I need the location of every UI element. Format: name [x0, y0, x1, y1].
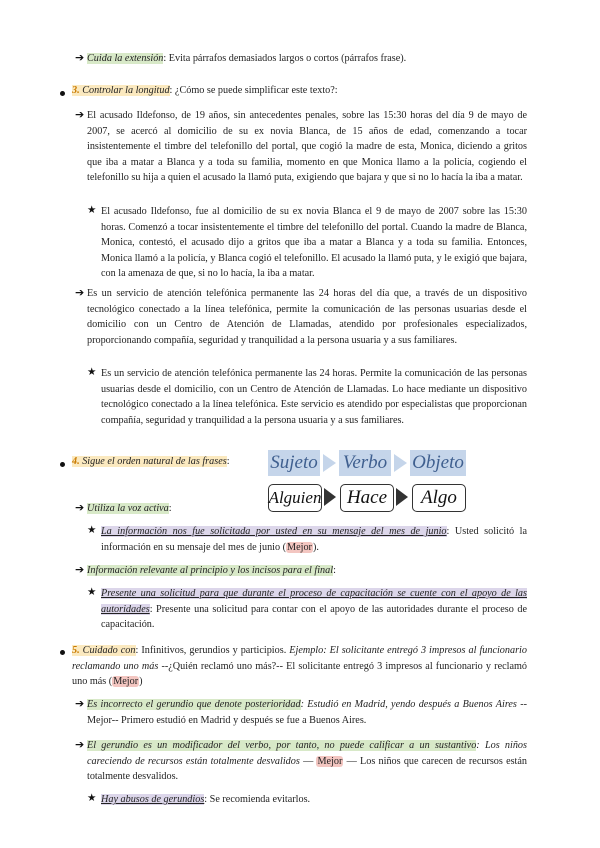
example-2-original: Es un servicio de atención telefónica permanente las 24 horas del día que, a través de un dispositivo tecnológico conectado a la línea telefónica, permite la comunicación de las personas usuarias desde el domicilio con un Centro de Atención de Llamadas, atendido por profesionales especializados, proporcionando compañía, seguridad y tranquilidad a la persona usuaria y a sus familiares.: [87, 288, 527, 346]
extension-line: [87, 51, 527, 67]
section-question: : ¿Cómo se puede simplificar este texto?:: [169, 85, 338, 96]
arrow-icon: ➔: [75, 286, 85, 299]
diagram-subject-box: Sujeto: [268, 450, 320, 476]
section-3-heading: [72, 83, 532, 99]
active-voice-bad: La información nos fue solicitada por usted en su mensaje del mes de junio: [101, 526, 447, 537]
section-title: Controlar la longitud: [82, 85, 170, 96]
diagram-someone-box: Alguien: [268, 484, 322, 512]
relevant-info-label: Información relevante al principio y los incisos para el final: [87, 565, 334, 576]
active-voice-label: Utiliza la voz activa: [87, 503, 169, 514]
gerund-rule-1-example: : Estudió en Madrid, yendo después a Buenos Aires: [300, 699, 517, 710]
better-badge: Mejor: [113, 676, 139, 688]
gerund-rule-2-example: : Los niños careciendo de recursos están totalmente desvalidos: [87, 740, 527, 767]
arrow-icon: ➔: [75, 51, 85, 64]
star-icon: ★: [87, 366, 97, 378]
section-intro: : Infinitivos, gerundios y participios.: [135, 645, 290, 656]
gerund-rule-3-label: Hay abusos de gerundios: [101, 794, 205, 805]
section-colon: :: [226, 456, 230, 467]
better-badge: Mejor: [317, 755, 343, 767]
relevant-info-example: [101, 586, 527, 633]
relevant-info-heading: [87, 563, 527, 579]
close-paren: ).: [312, 541, 319, 553]
sentence-order-diagram: [268, 448, 472, 514]
star-icon: ★: [87, 524, 97, 536]
diagram-arrow-icon: [323, 454, 336, 472]
gerund-rule-2-label: El gerundio es un modificador del verbo, por tanto, no puede calificar a un sustantivo: [87, 740, 477, 751]
example-1-improved: El acusado Ildefonso, fue al domicilio de su ex novia Blanca el 9 de mayo de 2007 sobre las 15:30 horas. Comenzó a tocar insistentemente el timbre del telefonillo del portal. Cuando la madre de Blanca, Monica, contestó, el acusado dijo a gritos que iba a matar a Blanca y a toda su familia. Entonces, Monica llamó a la policía, y Blanca cogió el telefonillo. El acusado la llamó puta, y le exigió que bajara, con la amenaza de que, si no lo hacía, la iba a matar.: [101, 206, 527, 280]
star-icon: ★: [87, 586, 97, 598]
active-voice-colon: :: [168, 503, 172, 514]
arrow-icon: ➔: [75, 108, 85, 121]
section-number: 5.: [72, 645, 80, 656]
gerund-rule-1-label: Es incorrecto el gerundio que denote posterioridad: [87, 699, 301, 710]
extension-label: Cuida la extensión: [87, 53, 164, 64]
arrow-icon: ➔: [75, 738, 85, 751]
gerund-rule-1: [87, 697, 527, 728]
example-1-original: El acusado Ildefonso, de 19 años, sin antecedentes penales, sobre las 15:30 horas del día 9 de mayo de 2007, se acercó al domicilio de su ex novia Blanca, de 15 años de edad, comenzando a tocar insistentemente el timbre del telefonillo del portal, que cogió la madre de esta, Monica, diciendo a gritos que iba a matar a Blanca y a toda su familia, momento en que Monica llamo a la policía, cogiendo el telefonillo su hija a quien el acusado la llamó puta, exigiendo que bajara y que si no lo hacía la iba a matar.: [87, 110, 527, 184]
relevant-info-colon: :: [333, 565, 336, 576]
dash: —: [299, 755, 317, 767]
better-badge: Mejor: [287, 541, 312, 553]
star-icon: ★: [87, 204, 97, 216]
active-voice-heading: [87, 501, 287, 517]
close-paren: ): [139, 676, 143, 688]
section-title: Cuidado con: [82, 645, 136, 656]
section-5-heading: [72, 643, 527, 690]
relevant-info-good: : Presente una solicitud para contar con el apoyo de las autoridades durante el proceso de capacitación.: [101, 603, 527, 631]
star-icon: ★: [87, 792, 97, 804]
relevant-info-bad: Presente una solicitud para que durante el proceso de capacitación se cuente con el apoyo de las autoridades: [101, 588, 527, 615]
section-number: 3.: [72, 85, 80, 96]
example-2-improved: Es un servicio de atención telefónica permanente las 24 horas. Permite la comunicación de las personas usuarias desde el domicilio, con un Centro de Atención de Llamadas. Lo hace mediante un dispositivo tecnológico conectado a la línea telefónica. Este servicio es atendido por especialistas que proporcionan compañía, seguridad y tranquilidad a la persona usuaria y a sus familiares.: [101, 368, 527, 426]
bullet-icon: [60, 91, 65, 96]
gerund-rule-2: [87, 738, 527, 785]
bullet-icon: [60, 650, 65, 655]
diagram-object-box: Objeto: [410, 450, 466, 476]
gerund-rule-2-rest: — Los niños que carecen de recursos están totalmente desvalidos.: [87, 755, 528, 783]
gerund-rule-3-rest: : Se recomienda evitarlos.: [204, 794, 311, 805]
section-number: 4.: [72, 456, 80, 467]
active-voice-good: : Usted solicitó la información en su mensaje del mes de junio (: [101, 526, 528, 553]
diagram-arrow-icon: [394, 454, 407, 472]
diagram-verb-box: Verbo: [339, 450, 391, 476]
diagram-something-box: Algo: [412, 484, 466, 512]
example-rest: --¿Quién reclamó uno más?-- El solicitante entregó 3 impresos al funcionario y reclamó uno más (: [72, 660, 527, 688]
gerund-rule-1-rest: --Mejor-- Primero estudió en Madrid y después se fue a Buenos Aires.: [87, 699, 527, 726]
example-label: Ejemplo: El solicitante entregó 3 impresos al funcionario reclamando uno más: [72, 645, 527, 672]
section-title: Sigue el orden natural de las frases: [82, 456, 227, 467]
diagram-does-box: Hace: [340, 484, 394, 512]
bullet-icon: [60, 462, 65, 467]
diagram-arrow-icon: [396, 488, 408, 506]
extension-text: : Evita párrafos demasiados largos o cortos (párrafos frase).: [163, 53, 407, 64]
arrow-icon: ➔: [75, 563, 85, 576]
arrow-icon: ➔: [75, 501, 85, 514]
diagram-arrow-icon: [324, 488, 336, 506]
arrow-icon: ➔: [75, 697, 85, 710]
gerund-rule-3: [101, 792, 527, 808]
active-voice-example: [101, 524, 527, 555]
section-4-heading: [72, 454, 272, 470]
